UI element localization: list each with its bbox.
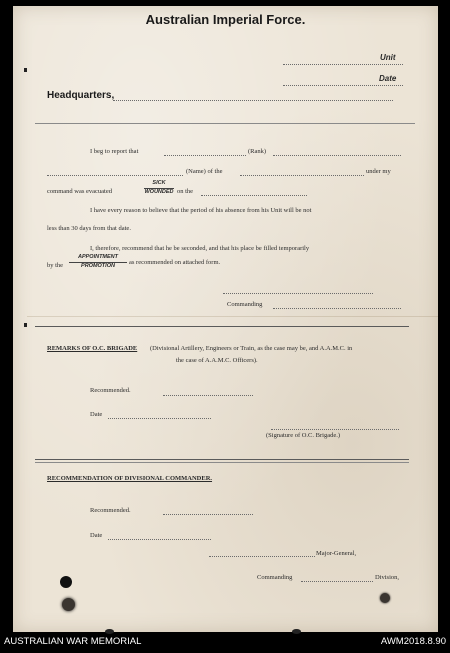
form-title: Australian Imperial Force. [145,12,306,27]
remarks-heading: REMARKS OF O.C. BRIGADE [47,345,138,352]
soldier-field[interactable] [164,155,246,156]
appointment-promotion-choice[interactable] [69,255,127,269]
footer-accession-number: AWM2018.8.90 [380,636,446,647]
headquarters-heading: Headquarters, [47,90,115,101]
binder-clip-right [292,629,301,634]
form-sheet [13,6,438,632]
para1-prefix: I beg to report that [90,148,139,155]
divisional-recommended-line[interactable] [163,514,253,515]
by-the-text: by the [47,262,64,269]
name-field[interactable] [47,175,183,176]
para3-line1: I, therefore, recommend that he be seconded, and that his place be filled temporarily [90,245,310,252]
unit-line[interactable] [283,64,403,65]
remarks-note-line1: (Divisional Artillery, Engineers or Train, as the case may be, and A.A.M.C. in [150,345,353,352]
major-general-label: Major-General, [316,550,357,557]
divider-divisional [35,459,409,460]
under-my-label: under my [366,168,391,175]
unit-of-field[interactable] [240,175,364,176]
division-label: Division, [375,574,400,581]
divider-divisional-2 [35,462,409,463]
division-name-line[interactable] [301,581,373,582]
remarks-note-line2: the case of A.A.M.C. Officers). [176,357,258,364]
brigade-signature-label: (Signature of O.C. Brigade.) [266,432,341,439]
name-label: (Name) of the [186,168,223,175]
sick-wounded-choice[interactable] [144,181,174,195]
para2-line1: I have every reason to believe that the period of his absence from his Unit will be not [90,207,312,214]
evacuation-date-field[interactable] [201,195,307,196]
date-label: Date [379,74,397,83]
command-evacuated-text: command was evacuated [47,188,112,195]
footer-credit: AUSTRALIAN WAR MEMORIAL [4,636,142,647]
headquarters-line[interactable] [113,100,393,101]
wounded-option: WOUNDED [144,188,174,195]
remarks-date-label: Date [90,411,103,418]
appointment-option: APPOINTMENT [77,254,119,260]
remarks-date-line[interactable] [108,418,211,419]
punch-hole-upper [60,576,72,588]
tack-mark-middle [24,323,27,327]
paper-fold [27,316,438,317]
punch-hole-lower [62,598,75,611]
rank-label: (Rank) [248,148,267,155]
brigade-signature-line[interactable] [271,429,399,430]
rank-field[interactable] [273,155,401,156]
binder-clip-left [105,629,114,634]
punch-hole-right [380,593,390,603]
divisional-recommended: Recommended. [90,507,131,514]
divider-remarks [35,326,409,327]
divisional-commanding-label: Commanding [257,574,293,581]
divisional-date-line[interactable] [108,539,211,540]
tack-mark-top [24,68,27,72]
sick-option: SICK [152,180,166,186]
major-general-signature-line[interactable] [209,556,315,557]
promotion-option: PROMOTION [81,262,115,269]
divisional-heading: RECOMMENDATION OF DIVISIONAL COMMANDER. [47,475,213,482]
remarks-recommended-line[interactable] [163,395,253,396]
date-line[interactable] [283,85,403,86]
divisional-date-label: Date [90,532,103,539]
as-recommended-text: as recommended on attached form. [129,259,221,266]
on-the-label: on the [177,188,194,195]
commanding-unit-line[interactable] [273,308,401,309]
remarks-recommended: Recommended. [90,387,131,394]
para2-line2: less than 30 days from that date. [47,225,131,232]
unit-label: Unit [380,53,396,62]
divider-top [35,123,415,124]
officer-signature-line[interactable] [223,293,373,294]
commanding-label: Commanding [227,301,263,308]
